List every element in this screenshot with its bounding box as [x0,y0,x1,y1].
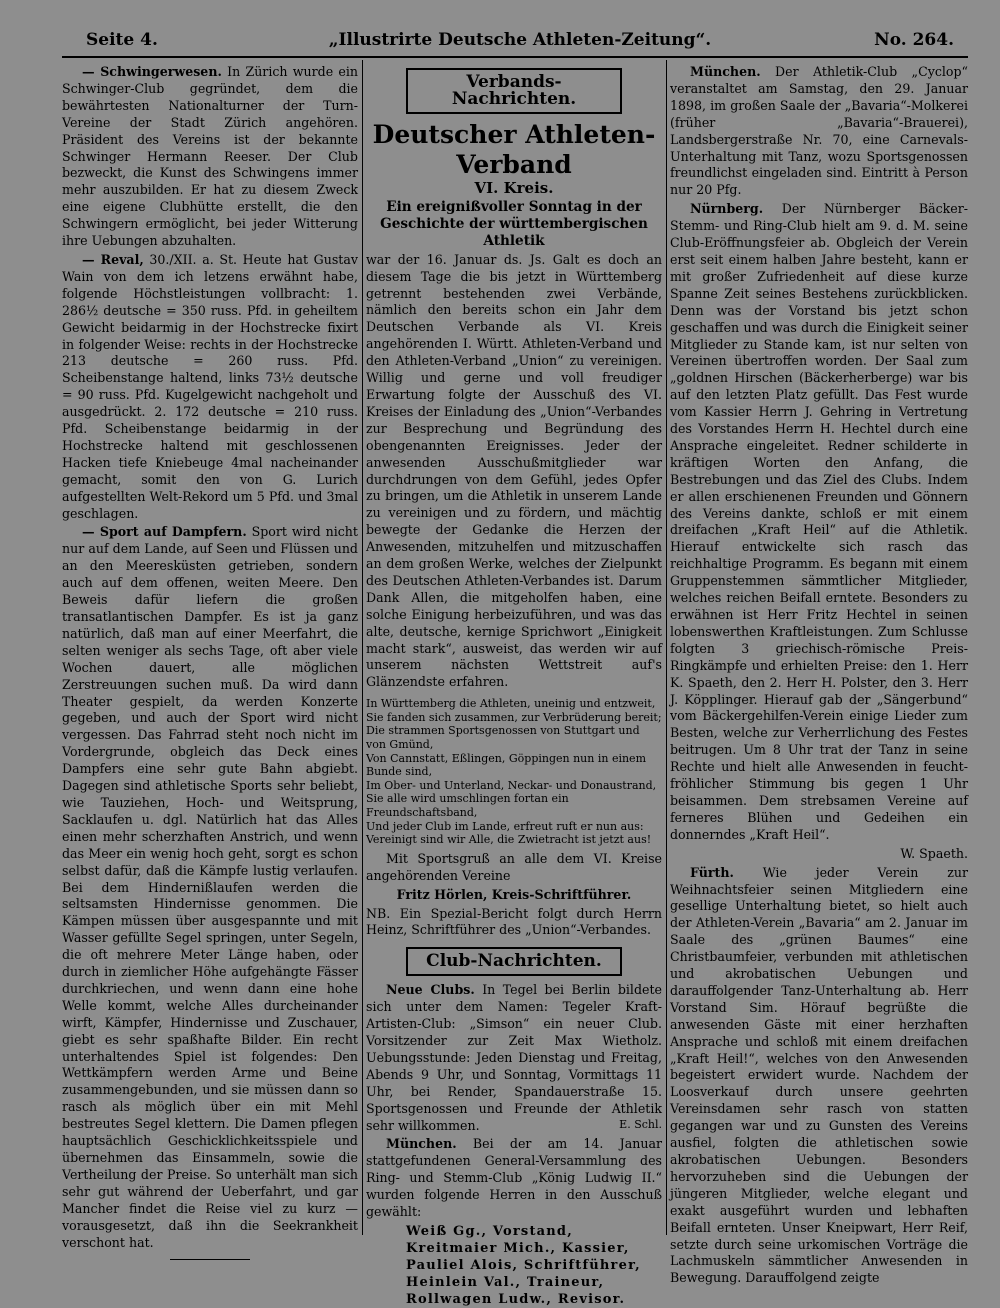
article-text: In Zürich wurde ein Schwinger-Club gegründet, dem die bewährtesten Nationalturner der Turn-Vereine der Stadt Zürich angehören. Präsident des Vereins ist der bekannte Schwinger Hermann Reeser. Der Club bezweckt, die Kunst des Schwingens immer mehr auszubilden. Er hat zu diesem Zweck eine eigene Clubhütte erstellt, die den Schwingern ermöglicht, bei jeder Witterung ihre Uebungen abzuhalten. [62,64,359,249]
header-rule [62,56,968,58]
article-text: In Tegel bei Berlin bildete sich unter dem Namen: Tegeler Kraft-Artisten-Club: „Simson“ ein neuer Club. Vorsitzender zur Zeit Max Wietholz. Uebungsstunde: Jeden Dienstag und Freitag, Abends 9 Uhr, und Sonntag, Vormittags 11 Uhr, bei Render, Spandauerstraße 15. Sportsgenossen und Freunde der Athletik sehr willkommen. [366,982,662,1133]
article-lead: Fürth. [690,864,734,880]
committee-member: Heinlein Val., Traineur, [406,1274,605,1290]
section-box-verbands: Verbands-Nachrichten. [406,68,622,114]
article-paragraph [670,865,968,1288]
article-paragraph [366,1136,662,1221]
page-number: Seite 4. [86,30,158,50]
column-middle [366,64,662,1308]
poem-line: Im Ober- und Unterland, Neckar- und Donaustrand, [366,778,657,792]
article-text: Der Nürnberger Bäcker-Stemm- und Ring-Club hielt am 9. d. M. seine Club-Eröffnungsfeier ab. Obgleich der Verein erst seit einem halben Jahre besteht, kann er mit großer Zufriedenheit auf diese kurze Spanne Zeit seines Bestehens zurückblicken. Denn was der Vorstand bis jetzt schon geschaffen und was durch die Einigkeit seiner Mitglieder zu Stande kam, ist nur selten von Vereinen übertroffen worden. Der Saal zum „goldnen Hirschen (Bäckerherberge) war bis auf den letzten Platz gefüllt. Das Fest wurde vom Kassier Herrn J. Gehring in Vertretung des Vorstandes Herrn H. Hechtel durch eine Ansprache eingeleitet. Redner schilderte in kräftigen Worten den Anfang, die Bestrebungen und das Ziel des Clubs. Indem er allen erschienenen Freunden und Gönnern des Vereins dankte, schloß er mit einem dreifachen „Kraft Heil“ auf die Athletik. Hierauf entwickelte sich rasch das reichhaltige Programm. Es begann mit einem Gruppenstemmen sämmtlicher Mitglieder, welches reichen Beifall erntete. Besonders zu erwähnen ist Herr Fritz Hechtel in seinen lobenswerthen Kraftleistungen. Zum Schlusse folgten 3 griechisch-römische Preis-Ringkämpfe und erhielten Preise: den 1. Herr K. Spaeth, den 2. Herr H. Polster, den 3. Herr J. Köpplinger. Hierauf gab der „Sängerbund“ vom Bäckergehilfen-Verein einige Lieder zum Besten, welche zur Verherrlichung des Festes beitrugen. Um 8 Uhr trat der Tanz in seine Rechte und hielt alle Anwesenden in feucht-fröhlicher Stimmung bis gegen 1 Uhr beisammen. Dem strebsamen Vereine auf ferneres Blühen und Gedeihen ein donnerndes „Kraft Heil“. [670,201,968,842]
column-divider [666,60,667,1235]
article-text: Bei der am 14. Januar stattgefundenen General-Versammlung des Ring- und Stemm-Club „König Ludwig II.“ wurden folgende Herren in den Ausschuß gewählt: [366,1136,662,1220]
article-paragraph: Mit Sportsgruß an alle dem VI. Kreise angehörenden Vereine [366,850,662,883]
article-text: Der Athletik-Club „Cyclop“ veranstaltet am Samstag, den 29. Januar 1898, im großen Saale der „Bavaria“-Molkerei (früher „Bavaria“-Brauerei), Landsbergerstraße Nr. 70, eine Carnevals-Unterhaltung mit Tanz, wozu Sportsgenossen freundlichst eingeladen sind. Eintritt à Person nur 20 Pfg. [670,64,968,198]
section-box-club: Club-Nachrichten. [406,947,622,976]
poem-line: Sie alle wird umschlingen fortan ein Freundschaftsband, [366,792,569,820]
poem-line: Die strammen Sportsgenossen von Stuttgart und von Gmünd, [366,724,640,752]
poem-line: In Württemberg die Athleten, uneinig und entzweit, [366,697,656,711]
committee-member: Kreitmaier Mich., Kassier, [406,1240,630,1256]
signature: Fritz Hörlen, Kreis-Schriftführer. [396,886,632,902]
committee-member: Weiß Gg., Vorstand, [406,1223,573,1239]
column-left [62,64,358,1268]
article-text: Sport wird nicht nur auf dem Lande, auf Seen und Flüssen und an den Meeresküsten getrieben, sondern auch auf dem offenen, weiten Meere. Den Beweis dafür liefern die großen transatlantischen Dampfer. Es ist ja ganz natürlich, daß man auf einer Meerfahrt, die selten weniger als sechs Tage, oft aber viele Wochen dauert, alle möglichen Zerstreuungen suchen muß. Da wird dann Theater gespielt, da werden Konzerte gegeben, und auch der Sport wird nicht vergessen. Das Fahrrad steht noch nicht im Vordergrunde, obgleich das Deck eines Dampfers eine sehr gute Bahn abgiebt. Dagegen sind athletische Sports sehr beliebt, wie Tauziehen, Hoch- und Weitsprung, Sacklaufen u. dgl. Natürlich hat das Alles einen mehr scherzhaften Anstrich, und wenn das Meer ein wenig hoch geht, sorgt es schon selbst dafür, daß die Kämpfe lustig verlaufen. Bei dem Hindernißlaufen werden die seltsamsten Hindernisse genommen. Die Kämpen müssen über ausgespannte und mit Wasser gefüllte Segel springen, unter Segeln, die oft mehrere Meter Länge haben, oder durch in ziemlicher Höhe aufgehängte Fässer durchkriechen, und wenn dann eine hohe Welle kommt, welche Alles durcheinander wirft, Kämpfer, Hindernisse und Zuschauer, giebt es sehr spaßhafte Bilder. Ein recht unterhaltendes Spiel ist folgendes: Den Wettkämpfern werden Arme und Beine zusammengebunden, und sie müssen dann so rasch als möglich über ein mit Mehl bestreutes Segel klettern. Die Damen pflegen hauptsächlich Geschicklichkeitsspiele und übernehmen das Einsammeln, sowie die Vertheilung der Preise. So unterhält man sich sehr gut während der Ueberfahrt, und gar Mancher findet die Reise viel zu kurz — vorausgesetzt, daß ihn die Seekrankheit verschont hat. [62,524,358,1250]
signature: W. Spaeth. [900,845,968,861]
article-paragraph [366,982,662,1134]
article-paragraph [670,201,968,843]
article-text: Wie jeder Verein zur Weihnachtsfeier seinen Mitgliedern eine gesellige Unterhaltung bietet, so hielt auch der Athleten-Verein „Bavaria“ am 2. Januar im Saale des „grünen Baumes“ eine Christbaumfeier, verbunden mit athletischen und akrobatischen Uebungen und darauffolgender Tanz-Unterhaltung ab. Herr Vorstand Sim. Hörauf begrüßte die anwesenden Gäste mit einer herzhaften Ansprache und schloß mit einem dreifachen „Kraft Heil!“, welches von den Anwesenden begeistert erwidert wurde. Nachdem der Loosverkauf durch unsere geehrten Vereinsdamen sehr rasch von statten gegangen war und zu Gunsten des Vereins ausfiel, folgten die athletischen sowie akrobatischen Uebungen. Besonders hervorzuheben sind die Uebungen der jüngeren Mitglieder, welche elegant und exakt ausgeführt wurden und lebhaften Beifall ernteten. Unser Kneipwart, Herr Reif, setzte durch seine urkomischen Vorträge die Lachmuskeln sämmtlicher Anwesenden in Bewegung. Darauffolgend zeigte [670,864,968,1286]
poem-line: Und jeder Club im Lande, erfreut ruft er nun aus: [366,819,644,833]
article-lead: Nürnberg. [690,201,764,217]
article-paragraph [62,64,358,250]
poem-line: Sie fanden sich zusammen, zur Verbrüderung bereit; [366,710,662,724]
page-header [86,30,954,54]
article-lead: — Sport auf Dampfern. [82,524,247,540]
issue-number: No. 264. [874,30,954,50]
nota-bene: NB. Ein Spezial-Bericht folgt durch Herrn Heinz, Schriftführer des „Union“-Verbandes. [366,905,662,938]
section-end-rule [170,1259,250,1260]
article-headline: Ein ereignißvoller Sonntag in der Geschichte der württembergischen Athletik [380,198,648,249]
column-right [670,64,968,1289]
article-lead: — Schwingerwesen. [82,64,222,79]
committee-member: Pauliel Alois, Schriftführer, [406,1257,641,1273]
article-paragraph: war der 16. Januar ds. Js. Galt es doch an diesem Tage die bis jetzt in Württemberg getrennt bestehenden zwei Verbände, nämlich den bereits schon ein Jahr dem Deutschen Verbande als VI. Kreis angehörenden I. Württ. Athleten-Verband und den Athleten-Verband „Union“ zu vereinigen. Willig und gerne und voll freudiger Erwartung folgte der Ausschuß des VI. Kreises der Einladung des „Union“-Verbandes zur Besprechung und Begründung des obengenannten Ereignisses. Jeder der anwesenden Ausschußmitglieder war durchdrungen von dem Gefühl, jedes Opfer zu bringen, um die Athletik in unserem Lande zu vereinigen und zu fördern, und mächtig bewegte der Gedanke die Herzen der Anwesenden, mitzuhelfen und mitzuschaffen an dem großen Werke, welches der Zielpunkt des Deutschen Athleten-Verbandes ist. Darum Dank Allen, die mitgeholfen haben, eine solche Einigung herbeizuführen, und was das alte, deutsche, kernige Sprichwort „Einigkeit macht stark“, ausweist, das werden wir auf unserem nächsten Wettstreit auf's Glänzendste erfahren. [366,251,662,690]
article-lead: — Reval, [82,251,144,267]
article-lead: Neue Clubs. [386,982,475,998]
signature: E. Schl. [619,1117,662,1131]
article-paragraph [670,64,968,199]
article-title: Deutscher Athleten-Verband [372,119,656,179]
article-lead: München. [690,64,761,79]
committee-list [366,1223,662,1308]
article-subtitle: VI. Kreis. [474,178,554,197]
article-paragraph [62,524,358,1251]
committee-member: Rollwagen Ludw., Revisor. [406,1291,626,1307]
article-lead: München. [386,1136,457,1152]
poem-line: Von Cannstatt, Eßlingen, Göppingen nun in einem Bunde sind, [366,751,646,779]
poem [366,697,662,847]
article-text: 30./XII. a. St. Heute hat Gustav Wain von dem ich letzens erwähnt habe, folgende Höchstleistungen vollbracht: 1. 286½ deutsche = 350 russ. Pfd. in geheiltem Gewicht beidarmig in der Hochstrecke fixirt in folgender Weise: rechts in der Hochstrecke 213 deutsche = 260 russ. Pfd. Scheibenstange haltend, links 73½ deutsche = 90 russ. Pfd. Kugelgewicht nachgeholt und ausgedrückt. 2. 172 deutsche = 210 russ. Pfd. Scheibenstange beidarmig in der Hochstrecke haltend mit geschlossenen Hacken tiefe Kniebeuge 4mal nacheinander gemacht, somit den von G. Lurich aufgestellten Welt-Rekord um 5 Pfd. und 3mal geschlagen. [62,251,358,521]
article-paragraph [62,252,358,523]
journal-title: „Illustrirte Deutsche Athleten-Zeitung“. [328,30,712,50]
poem-line: Vereinigt sind wir Alle, die Zwietracht ist jetzt aus! [366,833,652,847]
column-divider [362,60,363,1235]
